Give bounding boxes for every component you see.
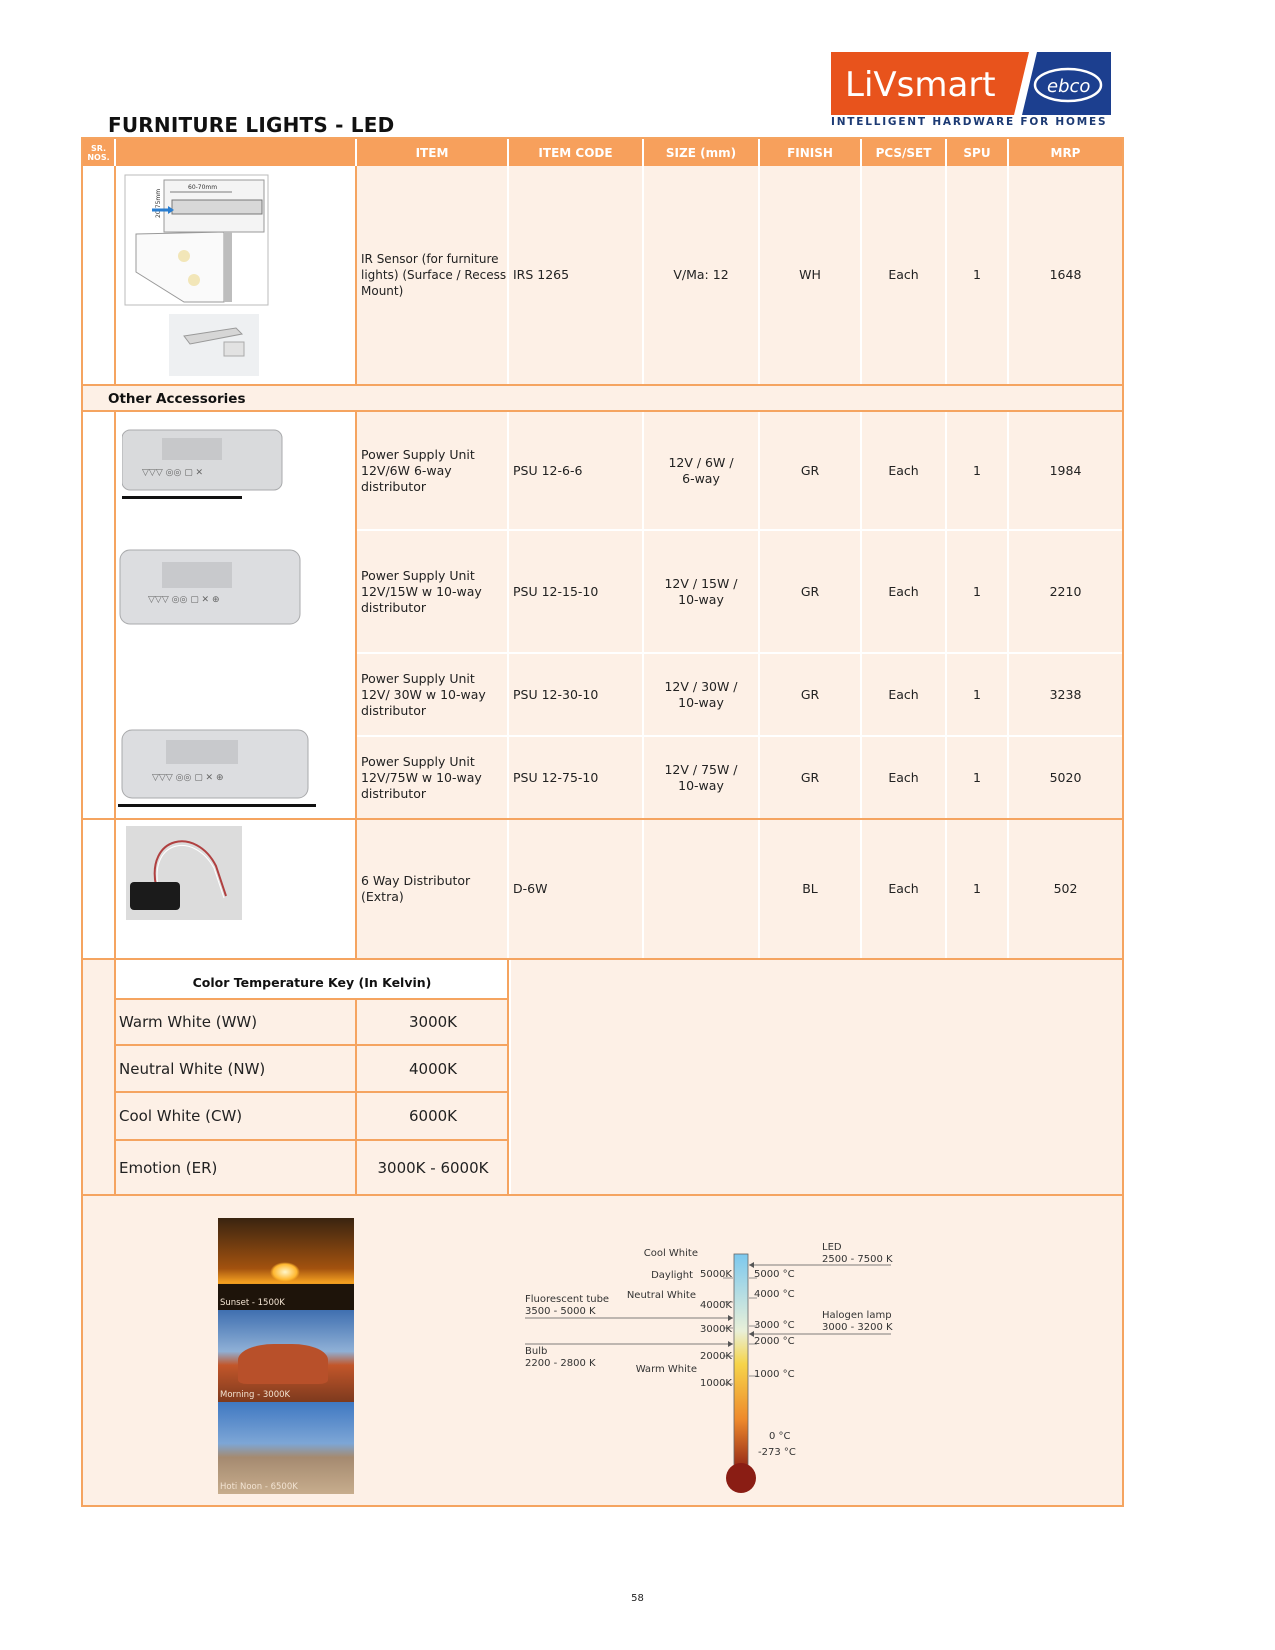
header-pcs-set: PCS/SET [862, 139, 945, 166]
svg-text:Bulb: Bulb [525, 1346, 548, 1357]
row1-item: IR Sensor (for furniture lights) (Surface / Recess Mount) [357, 166, 507, 384]
row1-mrp: 1648 [1009, 166, 1122, 384]
psu2-finish: GR [760, 531, 860, 652]
psu2-item: Power Supply Unit 12V/15W w 10-way distributor [357, 531, 507, 652]
dist-size [644, 820, 758, 958]
psu1-mrp: 1984 [1009, 412, 1122, 529]
svg-text:▽▽▽ ◎◎ ▢ ✕ ⊕: ▽▽▽ ◎◎ ▢ ✕ ⊕ [148, 595, 220, 605]
key-value-ww: 3000K [408, 1013, 457, 1031]
key-name-nw: Neutral White (NW) [119, 1059, 266, 1078]
psu2-pcs: Each [862, 531, 945, 652]
psu1-finish: GR [760, 412, 860, 529]
header-item-code: ITEM CODE [509, 139, 642, 166]
svg-text:2200 - 2800 K: 2200 - 2800 K [525, 1358, 596, 1369]
svg-text:20-75mm: 20-75mm [155, 188, 162, 218]
key-value-er: 3000K - 6000K [377, 1158, 489, 1177]
header-mrp: MRP [1009, 139, 1122, 166]
svg-text:▽▽▽ ◎◎ ▢ ✕: ▽▽▽ ◎◎ ▢ ✕ [142, 468, 204, 478]
svg-text:▽▽▽ ◎◎ ▢ ✕ ⊕: ▽▽▽ ◎◎ ▢ ✕ ⊕ [152, 773, 224, 783]
header-finish: FINISH [760, 139, 860, 166]
svg-text:60-70mm: 60-70mm [188, 184, 218, 191]
svg-text:-273 °C: -273 °C [758, 1447, 796, 1458]
psu3-size: 12V / 30W / 10-way [644, 654, 758, 735]
dist-pcs: Each [862, 820, 945, 958]
row1-code: IRS 1265 [509, 166, 642, 384]
key-value-cw: 6000K [408, 1107, 457, 1125]
ir-sensor-diagram [124, 174, 269, 379]
dist-item: 6 Way Distributor (Extra) [357, 820, 507, 958]
key-srno [83, 960, 114, 1194]
brand-logo [831, 52, 1111, 115]
svg-text:3500 - 5000 K: 3500 - 5000 K [525, 1306, 596, 1317]
section-other-accessories: Other Accessories [108, 391, 246, 407]
key-name-cw: Cool White (CW) [119, 1107, 243, 1125]
psu2-size: 12V / 15W / 10-way [644, 531, 758, 652]
brand-tagline: INTELLIGENT HARDWARE FOR HOMES [831, 116, 1108, 128]
psu2-mrp: 2210 [1009, 531, 1122, 652]
psu4-code: PSU 12-75-10 [509, 737, 642, 818]
psu4-mrp: 5020 [1009, 737, 1122, 818]
psu1-code: PSU 12-6-6 [509, 412, 642, 529]
psu3-item: Power Supply Unit 12V/ 30W w 10-way distributor [357, 654, 507, 735]
svg-text:3000K: 3000K [699, 1324, 732, 1335]
header-srno: SR. NOS. [83, 139, 114, 166]
psu-image-cell [116, 412, 355, 818]
psu3-finish: GR [760, 654, 860, 735]
svg-text:1000 °C: 1000 °C [754, 1369, 795, 1380]
psu4-spu: 1 [947, 737, 1007, 818]
psu3-spu: 1 [947, 654, 1007, 735]
svg-text:4000 °C: 4000 °C [754, 1289, 795, 1300]
psu1-item: Power Supply Unit 12V/6W 6-way distributor [357, 412, 507, 529]
svg-text:Fluorescent tube: Fluorescent tube [525, 1294, 610, 1305]
header-image [116, 139, 355, 166]
svg-text:1000K: 1000K [699, 1378, 732, 1389]
row1-pcs: Each [862, 166, 945, 384]
key-name-ww: Warm White (WW) [119, 1013, 258, 1031]
svg-text:Neutral White: Neutral White [626, 1290, 696, 1301]
photo-noon: Hoti Noon - 6500K [218, 1402, 354, 1494]
psu4-pcs: Each [862, 737, 945, 818]
photo-morning: Morning - 3000K [218, 1310, 354, 1402]
psu1-size: 12V / 6W / 6-way [644, 412, 758, 529]
row1-srno [83, 166, 114, 384]
row1-size: V/Ma: 12 [644, 166, 758, 384]
key-name-er: Emotion (ER) [119, 1158, 218, 1177]
thermometer-diagram [525, 1236, 910, 1501]
dist-finish: BL [760, 820, 860, 958]
svg-text:5000K: 5000K [699, 1269, 732, 1280]
dist-srno [83, 820, 114, 958]
svg-text:ebco: ebco [1047, 76, 1091, 97]
psu-75w-image [118, 722, 318, 812]
row1-spu: 1 [947, 166, 1007, 384]
photo-sunset: Sunset - 1500K [218, 1218, 354, 1310]
header-item: ITEM [357, 139, 507, 166]
dist-spu: 1 [947, 820, 1007, 958]
svg-text:LED: LED [822, 1242, 842, 1253]
page-number: 58 [631, 1593, 644, 1604]
psu-srno [83, 412, 114, 818]
svg-text:Halogen lamp: Halogen lamp [822, 1310, 892, 1321]
psu3-mrp: 3238 [1009, 654, 1122, 735]
psu4-item: Power Supply Unit 12V/75W w 10-way distributor [357, 737, 507, 818]
svg-text:4000K: 4000K [699, 1300, 732, 1311]
svg-text:2500 - 7500 K: 2500 - 7500 K [822, 1254, 893, 1265]
psu-6w-image [122, 420, 322, 500]
psu4-size: 12V / 75W / 10-way [644, 737, 758, 818]
psu3-pcs: Each [862, 654, 945, 735]
psu2-spu: 1 [947, 531, 1007, 652]
color-key-title: Color Temperature Key (In Kelvin) [115, 966, 509, 998]
header-size: SIZE (mm) [644, 139, 758, 166]
svg-text:3000 - 3200 K: 3000 - 3200 K [822, 1322, 893, 1333]
svg-text:Warm White: Warm White [635, 1364, 697, 1375]
psu1-pcs: Each [862, 412, 945, 529]
header-spu: SPU [947, 139, 1007, 166]
dist-mrp: 502 [1009, 820, 1122, 958]
psu3-code: PSU 12-30-10 [509, 654, 642, 735]
key-right-blank [511, 960, 1122, 1194]
psu1-spu: 1 [947, 412, 1007, 529]
psu4-finish: GR [760, 737, 860, 818]
psu2-code: PSU 12-15-10 [509, 531, 642, 652]
svg-text:LiVsmart: LiVsmart [845, 65, 996, 105]
svg-text:Daylight: Daylight [651, 1270, 693, 1281]
dist-image-cell [116, 820, 355, 958]
row1-finish: WH [760, 166, 860, 384]
psu-15w-image [118, 540, 318, 640]
svg-text:2000K: 2000K [699, 1351, 732, 1362]
svg-text:3000 °C: 3000 °C [754, 1320, 795, 1331]
svg-text:2000 °C: 2000 °C [754, 1336, 795, 1347]
key-value-nw: 4000K [408, 1059, 457, 1078]
page-title: FURNITURE LIGHTS - LED [108, 113, 395, 137]
svg-text:5000 °C: 5000 °C [754, 1269, 795, 1280]
dist-code: D-6W [509, 820, 642, 958]
svg-text:0 °C: 0 °C [769, 1431, 791, 1442]
svg-text:Cool White: Cool White [643, 1248, 698, 1259]
row1-image-cell [116, 166, 355, 384]
distributor-image [126, 826, 242, 920]
